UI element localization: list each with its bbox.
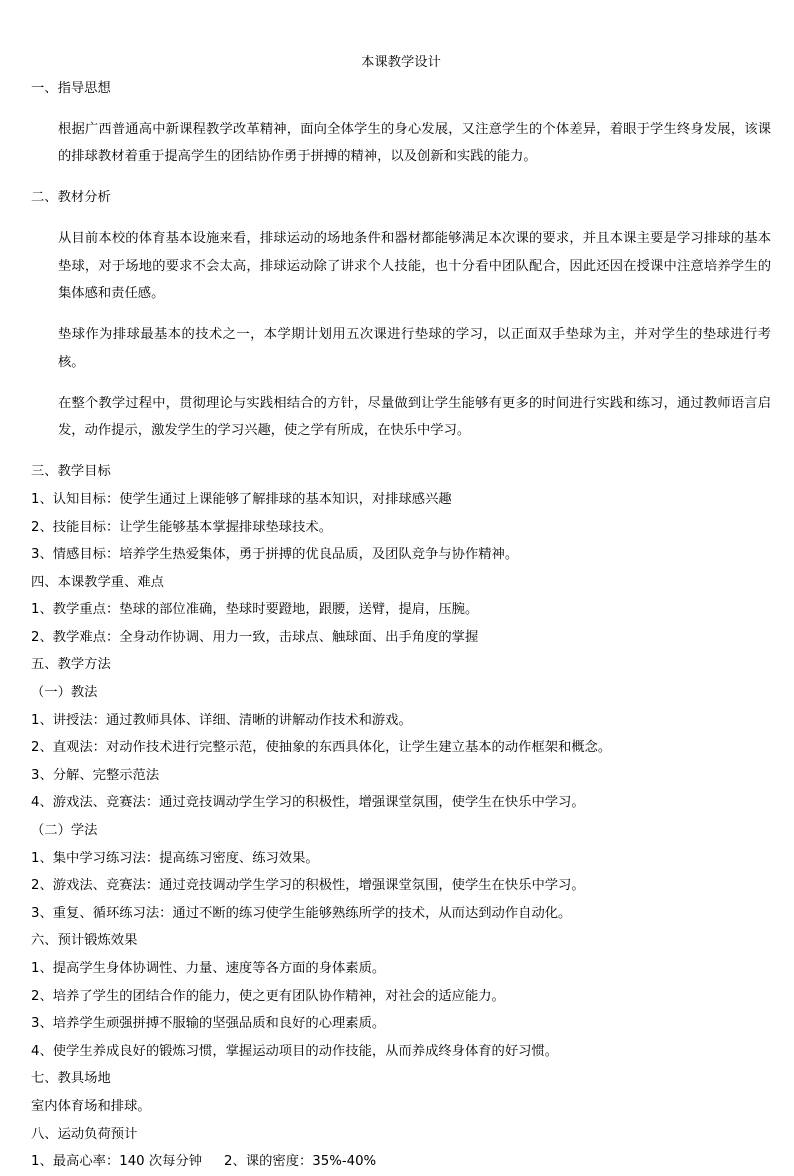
list-item-goal: 3、情感目标：培养学生热爱集体，勇于拼搏的优良品质，及团队竞争与协作精神。	[31, 547, 519, 563]
section-heading-teaching-goals: 三、教学目标	[31, 464, 111, 480]
section-heading-expected-effects: 六、预计锻炼效果	[31, 933, 138, 949]
list-item-teaching-method: 1、讲授法：通过教师具体、详细、清晰的讲解动作技术和游戏。	[31, 712, 412, 728]
list-item-goal: 2、技能目标：让学生能够基本掌握排球垫球技术。	[31, 519, 332, 535]
list-item-goal: 1、认知目标：使学生通过上课能够了解排球的基本知识，对排球感兴趣	[31, 491, 452, 507]
list-item-effect: 3、培养学生顽强拼搏不服输的坚强品质和良好的心理素质。	[31, 1016, 386, 1032]
paragraph-material-analysis-1: 从目前本校的体育基本设施来看，排球运动的场地条件和器材都能够满足本次课的要求，并且本课主要是学习排球的基本垫球，对于场地的要求不会太高，排球运动除了讲求个人技能，也十分看中团队配合，因此还因在授课中注意培养学生的集体感和责任感。	[58, 231, 771, 302]
subheading-learning-method: （二）学法	[31, 823, 98, 839]
list-item-effect: 1、提高学生身体协调性、力量、速度等各方面的身体素质。	[31, 961, 386, 976]
paragraph-material-analysis-2: 垫球作为排球最基本的技术之一，本学期计划用五次课进行垫球的学习，以正面双手垫球为主，并对学生的垫球进行考核。	[58, 327, 771, 370]
list-item-teaching-method: 3、分解、完整示范法	[31, 767, 160, 783]
section-heading-guiding-ideology: 一、指导思想	[31, 81, 111, 96]
list-item-learning-method: 2、游戏法、竞赛法：通过竞技调动学生学习的积极性，增强课堂氛围，使学生在快乐中学习。	[31, 878, 585, 894]
exercise-load-row	[31, 1148, 771, 1176]
list-item-teaching-method: 2、直观法：对动作技术进行完整示范，使抽象的东西具体化，让学生建立基本的动作框架和概念。	[31, 740, 612, 756]
list-item-learning-method: 1、集中学习练习法：提高练习密度、练习效果。	[31, 850, 319, 866]
list-item-key-point: 1、教学重点：垫球的部位准确，垫球时要蹬地，跟腰，送臂，提肩，压腕。	[31, 602, 479, 618]
section-heading-material-analysis: 二、教材分析	[31, 190, 111, 206]
equipment-venue-text: 室内体育场和排球。	[31, 1098, 151, 1114]
document-page	[31, 51, 771, 1176]
subheading-teaching-method: （一）教法	[31, 685, 98, 701]
document-title: 本课教学设计	[361, 55, 441, 70]
list-item-key-point: 2、教学难点：全身动作协调、用力一致，击球点、触球面、出手角度的掌握	[31, 629, 479, 645]
list-item-teaching-method: 4、游戏法、竞赛法：通过竞技调动学生学习的积极性，增强课堂氛围，使学生在快乐中学习。	[31, 795, 585, 811]
max-heart-rate-item: 1、最高心率：140 次每分钟	[31, 1154, 203, 1170]
paragraph-guiding-ideology: 根据广西普通高中新课程教学改革精神，面向全体学生的身心发展，又注意学生的个体差异，着眼于学生终身发展，该课的排球教材着重于提高学生的团结协作勇于拼搏的精神，以及创新和实践的能力。	[58, 121, 771, 165]
section-heading-exercise-load: 八、运动负荷预计	[31, 1126, 138, 1142]
paragraph-material-analysis-3: 在整个教学过程中，贯彻理论与实践相结合的方针，尽量做到让学生能够有更多的时间进行实践和练习，通过教师语言启发，动作提示，激发学生的学习兴趣，使之学有所成，在快乐中学习。	[58, 395, 771, 439]
list-item-learning-method: 3、重复、循环练习法：通过不断的练习使学生能够熟练所学的技术，从而达到动作自动化。	[31, 905, 572, 921]
section-heading-teaching-methods: 五、教学方法	[31, 657, 111, 673]
list-item-effect: 4、使学生养成良好的锻炼习惯，掌握运动项目的动作技能，从而养成终身体育的好习惯。	[31, 1043, 559, 1059]
section-heading-key-points: 四、本课教学重、难点	[31, 574, 164, 590]
class-density-item: 2、课的密度：35%-40%	[224, 1154, 377, 1170]
section-heading-equipment-venue: 七、教具场地	[31, 1071, 111, 1087]
list-item-effect: 2、培养了学生的团结合作的能力，使之更有团队协作精神，对社会的适应能力。	[31, 988, 505, 1004]
